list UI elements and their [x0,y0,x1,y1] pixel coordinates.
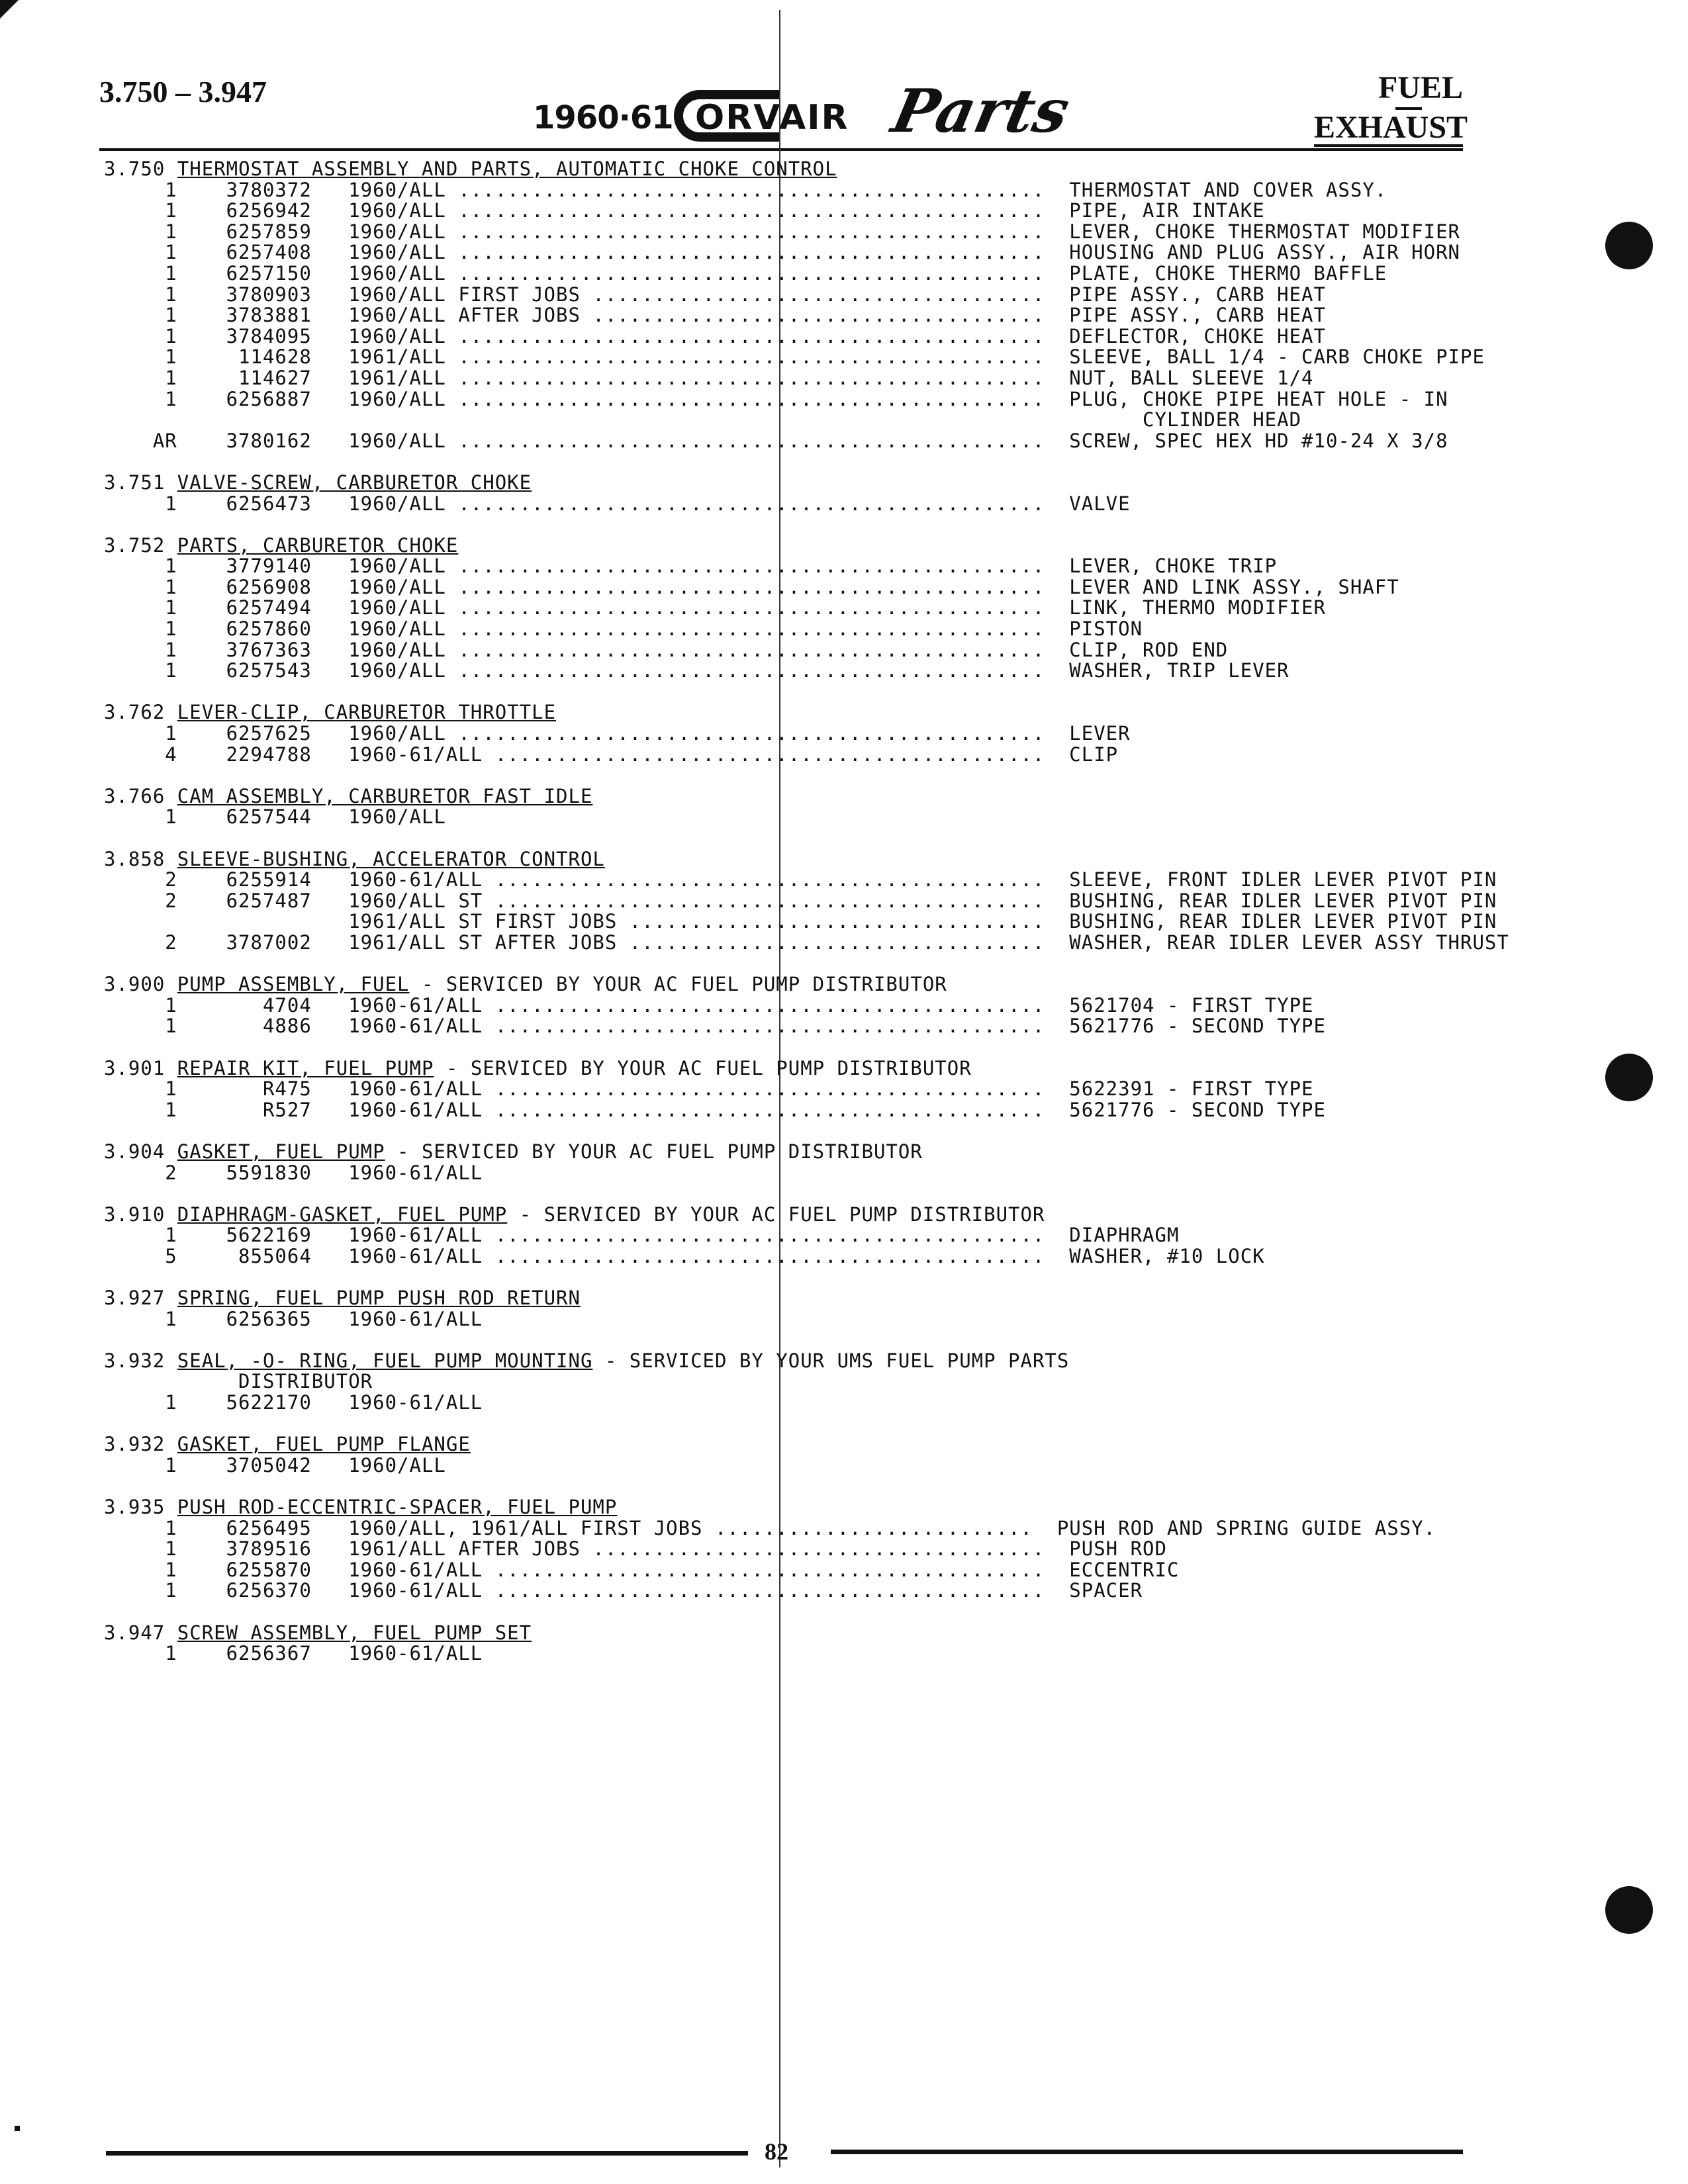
part-row: 1 3789516 1961/ALL AFTER JOBS ..................................... PUSH ROD [104,1537,1167,1561]
section-header [104,974,1428,995]
part-row: 1 6256473 1960/ALL ................................................ VALVE [104,492,1131,515]
footer-rule-right [831,2150,1463,2154]
section-number: 3.910 [104,1203,165,1226]
page-number: 82 [765,2138,788,2165]
part-row: CYLINDER HEAD [104,408,1302,432]
section-header [104,1058,1428,1079]
brand-script: Parts [886,76,1076,146]
section-number: 3.947 [104,1621,165,1644]
part-row: 1 114628 1961/ALL ................................................ SLEEVE, BALL 1/4 - CARB CHOKE PIPE [104,345,1485,369]
binder-hole-icon [1605,222,1653,269]
part-row: 2 6255914 1960-61/ALL ............................................. SLEEVE, FRONT IDLER LEVER PIVOT PIN [104,868,1497,891]
part-row: 1 6256887 1960/ALL ................................................ PLUG, CHOKE PIPE HEAT HOLE - IN [104,387,1448,410]
spacer [104,828,1428,849]
section-note: - SERVICED BY YOUR AC FUEL PUMP DISTRIBUTOR [409,973,947,996]
section-title: GASKET, FUEL PUMP FLANGE [177,1433,471,1456]
part-row: 1 3779140 1960/ALL ................................................ LEVER, CHOKE TRIP [104,555,1278,578]
part-row: AR 3780162 1960/ALL ................................................ SCREW, SPEC HEX HD #10-24 X 3/8 [104,429,1448,452]
section-number: 3.904 [104,1140,165,1163]
section-header [104,702,1428,723]
part-row: 1 6256365 1960-61/ALL [104,1307,483,1330]
part-row: 1 6257494 1960/ALL ................................................ LINK, THERMO MODIFIER [104,596,1326,619]
section-header [104,849,1428,870]
corner-registration-mark [0,0,19,19]
part-row: 1 3705042 1960/ALL [104,1453,446,1477]
section-title: DIAPHRAGM-GASKET, FUEL PUMP [177,1203,508,1226]
part-row: 1 R475 1960-61/ALL ............................................. 5622391 - FIRST TYPE [104,1077,1314,1101]
section-header [104,786,1428,807]
footer-rule-left [106,2151,748,2156]
section-number: 3.932 [104,1349,165,1372]
part-row: 1 6257408 1960/ALL ................................................ HOUSING AND PLUG ASSY., AIR HORN [104,241,1461,264]
spacer [104,451,1428,473]
part-row: 1 114627 1961/ALL ................................................ NUT, BALL SLEEVE 1/4 [104,366,1314,389]
section-number: 3.932 [104,1433,165,1456]
section-title: PUSH ROD-ECCENTRIC-SPACER, FUEL PUMP [177,1496,618,1518]
spacer [104,1037,1428,1058]
divider [1395,107,1422,110]
part-row: 1 R527 1960-61/ALL ............................................. 5621776 - SECOND TYPE [104,1098,1326,1121]
part-row: 1 6257860 1960/ALL ................................................ PISTON [104,617,1143,641]
part-row: 1 3780903 1960/ALL FIRST JOBS ..................................... PIPE ASSY., CARB HEAT [104,283,1326,306]
part-row: 1 6256367 1960-61/ALL [104,1642,483,1665]
part-row: 1 6257625 1960/ALL ................................................ LEVER [104,722,1131,745]
spacer [104,514,1428,535]
section-header [104,1434,1428,1455]
category-exhaust [1314,110,1468,147]
section-title: SLEEVE-BUSHING, ACCELERATOR CONTROL [177,847,605,870]
spacer [104,954,1428,975]
section-title: THERMOSTAT ASSEMBLY AND PARTS, AUTOMATIC CHOKE CONTROL [177,158,837,180]
spacer [104,1602,1428,1623]
part-row: 1 5622169 1960-61/ALL ............................................. DIAPHRAGM [104,1224,1180,1247]
category-exhaust-label: EXHAUST [1314,110,1468,145]
part-row: 1 5622170 1960-61/ALL [104,1391,483,1414]
part-row: 1 6256495 1960/ALL, 1961/ALL FIRST JOBS .......................... PUSH ROD AND SPRING GUIDE ASSY. [104,1516,1436,1539]
section-number: 3.900 [104,973,165,996]
spacer [104,1183,1428,1205]
section-header [104,1623,1428,1644]
part-row: 1 4886 1960-61/ALL ............................................. 5621776 - SECOND TYPE [104,1015,1326,1038]
parts-list [104,158,1509,1665]
section-header [104,535,1428,557]
part-row: 1 6257859 1960/ALL ................................................ LEVER, CHOKE THERMOSTAT MODIFIER [104,220,1461,243]
section-note: - SERVICED BY YOUR AC FUEL PUMP DISTRIBUTOR [385,1140,923,1163]
spacer [104,682,1428,703]
section-note: - SERVICED BY YOUR AC FUEL PUMP DISTRIBUTOR [434,1056,972,1079]
part-row: 1 6256942 1960/ALL ................................................ PIPE, AIR INTAKE [104,199,1265,222]
section-title: SEAL, -O- RING, FUEL PUMP MOUNTING [177,1349,593,1372]
part-row: 2 3787002 1961/ALL ST AFTER JOBS .................................. WASHER, REAR IDLER LEVER ASSY THRUST [104,931,1509,954]
section-title: SPRING, FUEL PUMP PUSH ROD RETURN [177,1287,581,1310]
section-number: 3.927 [104,1287,165,1310]
section-header [104,1288,1428,1309]
section-number: 3.766 [104,784,165,807]
section-number: 3.858 [104,847,165,870]
section-header [104,473,1428,494]
section-note: - SERVICED BY YOUR UMS FUEL PUMP PARTS [592,1349,1070,1372]
section-header [104,1142,1428,1163]
section-title: PUMP ASSEMBLY, FUEL [177,973,410,996]
part-row: 1 6256370 1960-61/ALL ............................................. SPACER [104,1579,1143,1602]
part-row: 4 2294788 1960-61/ALL ............................................. CLIP [104,743,1119,766]
part-row: 1 6256908 1960/ALL ................................................ LEVER AND LINK ASSY., SHAFT [104,575,1399,598]
section-number: 3.750 [104,158,165,180]
brand-name: ORVAIR [695,98,849,138]
section-number: 3.751 [104,471,165,494]
brand-year: 1960·61 [533,99,673,136]
section-title: CAM ASSEMBLY, CARBURETOR FAST IDLE [177,784,593,807]
part-row: 1 3784095 1960/ALL ................................................ DEFLECTOR, CHOKE HEAT [104,324,1326,347]
section-title: LEVER-CLIP, CARBURETOR THROTTLE [177,701,557,724]
category-fuel: FUEL [1378,70,1463,105]
part-row: 1 3783881 1960/ALL AFTER JOBS ..................................... PIPE ASSY., CARB HEAT [104,304,1326,327]
section-header [104,1497,1428,1518]
part-row: 1 6257544 1960/ALL [104,805,446,829]
section-header [104,159,1428,180]
part-row: 2 6257487 1960/ALL ST ............................................. BUSHING, REAR IDLER LEVER PIVOT PIN [104,889,1497,912]
section-number: 3.901 [104,1056,165,1079]
binder-hole-icon [1605,1054,1653,1101]
section-number: 3.935 [104,1496,165,1518]
section-number: 3.752 [104,533,165,557]
section-title: VALVE-SCREW, CARBURETOR CHOKE [177,471,532,494]
part-row: 1 3780372 1960/ALL ................................................ THERMOSTAT AND COVER ASSY. [104,178,1387,201]
spacer [104,765,1428,786]
binder-hole-icon [1605,1886,1653,1934]
section-title: PARTS, CARBURETOR CHOKE [177,533,459,557]
page-code: 3.750 – 3.947 [99,75,267,109]
part-row: 1961/ALL ST FIRST JOBS .................................. BUSHING, REAR IDLER LEVER PIVOT PIN [104,910,1497,933]
part-row: DISTRIBUTOR [104,1370,373,1393]
section-title: REPAIR KIT, FUEL PUMP [177,1056,434,1079]
header-rule [99,148,1463,151]
spacer [104,1476,1428,1497]
section-title: GASKET, FUEL PUMP [177,1140,385,1163]
spacer [104,1267,1428,1288]
corner-registration-dot [15,2126,20,2131]
part-row: 1 4704 1960-61/ALL ............................................. 5621704 - FIRST TYPE [104,993,1314,1017]
section-title: SCREW ASSEMBLY, FUEL PUMP SET [177,1621,532,1644]
section-header [104,1205,1428,1226]
spacer [104,1120,1428,1142]
part-row: 1 6257150 1960/ALL ................................................ PLATE, CHOKE THERMO BAFFLE [104,261,1387,285]
part-row: 1 3767363 1960/ALL ................................................ CLIP, ROD END [104,638,1229,661]
part-row: 1 6255870 1960-61/ALL ............................................. ECCENTRIC [104,1558,1180,1581]
section-note: - SERVICED BY YOUR AC FUEL PUMP DISTRIBUTOR [507,1203,1045,1226]
spacer [104,1414,1428,1435]
spacer [104,1330,1428,1351]
part-row: 1 6257543 1960/ALL ................................................ WASHER, TRIP LEVER [104,659,1289,682]
part-row: 5 855064 1960-61/ALL ............................................. WASHER, #10 LOCK [104,1244,1265,1267]
section-number: 3.762 [104,701,165,724]
part-row: 2 5591830 1960-61/ALL [104,1161,483,1184]
section-header [104,1351,1428,1372]
